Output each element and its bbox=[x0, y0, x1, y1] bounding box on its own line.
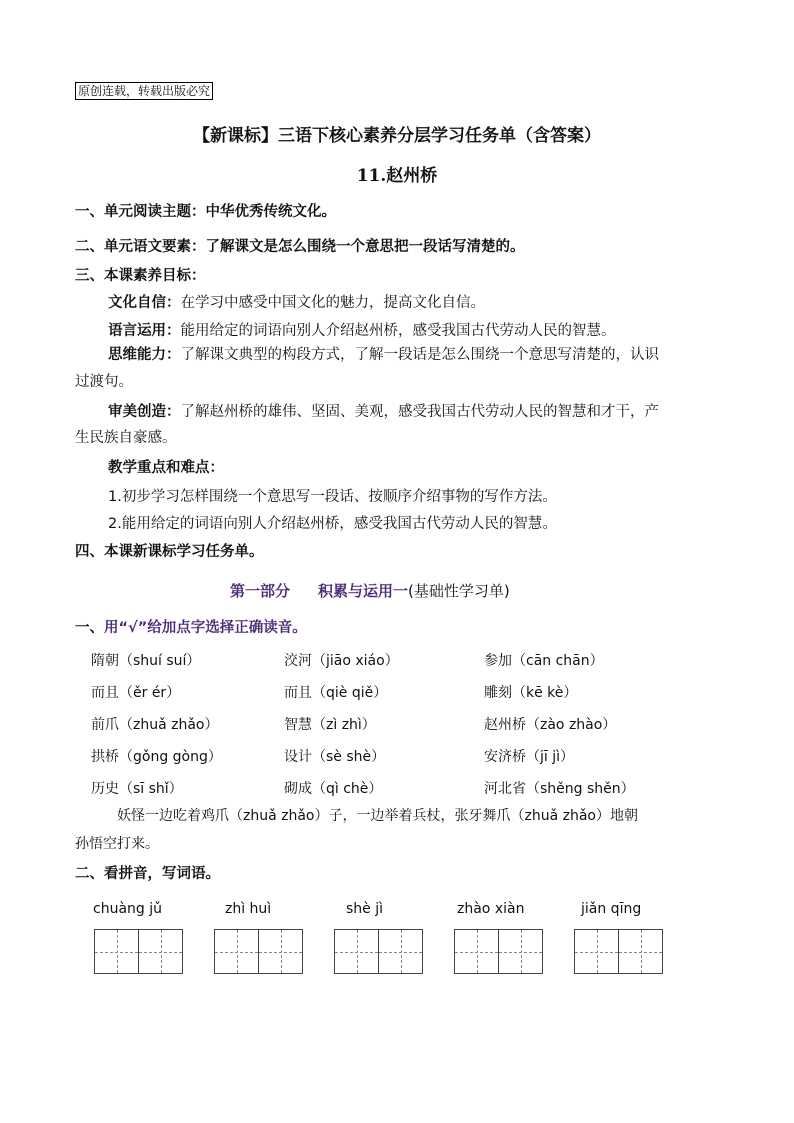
sentence-line-1: 妖怪一边吃着鸡爪（zhuǎ zhǎo）子，一边举着兵杖，张牙舞爪（zhuǎ zhǎo）地朝 bbox=[117, 808, 638, 824]
section-1 bbox=[75, 202, 336, 222]
reading-item: 智慧（zì zhì） bbox=[284, 717, 376, 733]
goal-aesthetic bbox=[108, 402, 659, 422]
writing-cell[interactable] bbox=[334, 929, 379, 974]
goal-culture bbox=[108, 293, 485, 313]
reading-item: 设计（sè shè） bbox=[284, 749, 386, 765]
section-2-value: 了解课文是怎么围绕一个意思把一段话写清楚的。 bbox=[205, 239, 525, 255]
goal-language bbox=[108, 321, 616, 341]
writing-cell[interactable] bbox=[574, 929, 619, 974]
writing-grid[interactable] bbox=[574, 929, 662, 975]
section-2-label: 二、单元语文要素： bbox=[75, 239, 206, 255]
goal-text: 了解赵州桥的雄伟、坚固、美观，感受我国古代劳动人民的智慧和才干，产 bbox=[180, 404, 659, 420]
section-3: 三、本课素养目标： bbox=[75, 268, 206, 284]
section-1-label: 一、单元阅读主题： bbox=[75, 204, 206, 220]
part-number: 第一部分 bbox=[230, 582, 291, 600]
writing-grid[interactable] bbox=[214, 929, 302, 975]
writing-cell[interactable] bbox=[454, 929, 499, 974]
key-points-label: 教学重点和难点： bbox=[108, 460, 224, 476]
part-name: 积累与运用一 bbox=[318, 582, 409, 600]
reading-item: 隋朝（shuí suí） bbox=[91, 653, 201, 669]
reading-item: 拱桥（gǒng gòng） bbox=[91, 749, 222, 765]
reading-item: 河北省（shěng shěn） bbox=[484, 781, 635, 797]
goal-label: 语言运用： bbox=[108, 323, 181, 339]
pinyin-prompt: jiǎn qīng bbox=[581, 901, 642, 917]
goal-label: 文化自信： bbox=[108, 295, 181, 311]
pinyin-prompt: zhào xiàn bbox=[457, 901, 525, 917]
reading-item: 前爪（zhuǎ zhǎo） bbox=[91, 717, 219, 733]
pinyin-prompt: chuàng jǔ bbox=[93, 901, 162, 917]
goal-label: 思维能力： bbox=[108, 347, 181, 363]
reading-item: 赵州桥（zào zhào） bbox=[484, 717, 617, 733]
question-1-number: 一、 bbox=[75, 620, 104, 636]
section-1-value: 中华优秀传统文化。 bbox=[205, 204, 336, 220]
goal-text: 了解课文典型的构段方式，了解一段话是怎么围绕一个意思写清楚的，认识 bbox=[180, 347, 659, 363]
reading-item: 安济桥（jī jì） bbox=[484, 749, 575, 765]
page-title: 【新课标】三语下核心素养分层学习任务单（含答案） bbox=[193, 126, 601, 146]
writing-cell[interactable] bbox=[258, 929, 303, 974]
writing-cell[interactable] bbox=[498, 929, 543, 974]
writing-grid[interactable] bbox=[454, 929, 542, 975]
key-point-1: 1.初步学习怎样围绕一个意思写一段话、按顺序介绍事物的写作方法。 bbox=[108, 489, 557, 505]
goal-label: 审美创造： bbox=[108, 404, 181, 420]
reading-item: 而且（qiè qiě） bbox=[284, 685, 388, 701]
reading-item: 而且（ěr ér） bbox=[91, 685, 181, 701]
section-2 bbox=[75, 237, 525, 257]
writing-cell[interactable] bbox=[618, 929, 663, 974]
pinyin-prompt: zhì huì bbox=[225, 901, 272, 917]
question-1 bbox=[75, 618, 307, 638]
reading-item: 砌成（qì chè） bbox=[284, 781, 383, 797]
reading-item: 参加（cān chān） bbox=[484, 653, 604, 669]
writing-cell[interactable] bbox=[378, 929, 423, 974]
writing-cell[interactable] bbox=[94, 929, 139, 974]
sentence-line-2: 孙悟空打来。 bbox=[75, 836, 159, 852]
pinyin-prompt: shè jì bbox=[346, 901, 384, 917]
goal-aesthetic-cont: 生民族自豪感。 bbox=[75, 430, 177, 446]
part-heading bbox=[230, 580, 510, 601]
goal-text: 在学习中感受中国文化的魅力，提高文化自信。 bbox=[180, 295, 485, 311]
question-2: 二、看拼音，写词语。 bbox=[75, 866, 220, 882]
reading-item: 雕刻（kē kè） bbox=[484, 685, 578, 701]
writing-grid[interactable] bbox=[94, 929, 182, 975]
goal-thinking-cont: 过渡句。 bbox=[75, 374, 133, 390]
copyright-notice: 原创连载，转载出版必究 bbox=[75, 82, 213, 100]
lesson-title: 11.赵州桥 bbox=[356, 166, 438, 186]
key-point-2: 2.能用给定的词语向别人介绍赵州桥，感受我国古代劳动人民的智慧。 bbox=[108, 516, 557, 532]
question-1-text: 用“√”给加点字选择正确读音。 bbox=[104, 620, 307, 636]
writing-cell[interactable] bbox=[138, 929, 183, 974]
goal-text: 能用给定的词语向别人介绍赵州桥，感受我国古代劳动人民的智慧。 bbox=[180, 323, 616, 339]
reading-item: 历史（sī shǐ） bbox=[91, 781, 183, 797]
goal-thinking bbox=[108, 345, 659, 365]
reading-item: 洨河（jiāo xiáo） bbox=[284, 653, 399, 669]
writing-cell[interactable] bbox=[214, 929, 259, 974]
writing-grid[interactable] bbox=[334, 929, 422, 975]
part-subtitle: (基础性学习单) bbox=[408, 582, 510, 600]
section-4: 四、本课新课标学习任务单。 bbox=[75, 544, 264, 560]
